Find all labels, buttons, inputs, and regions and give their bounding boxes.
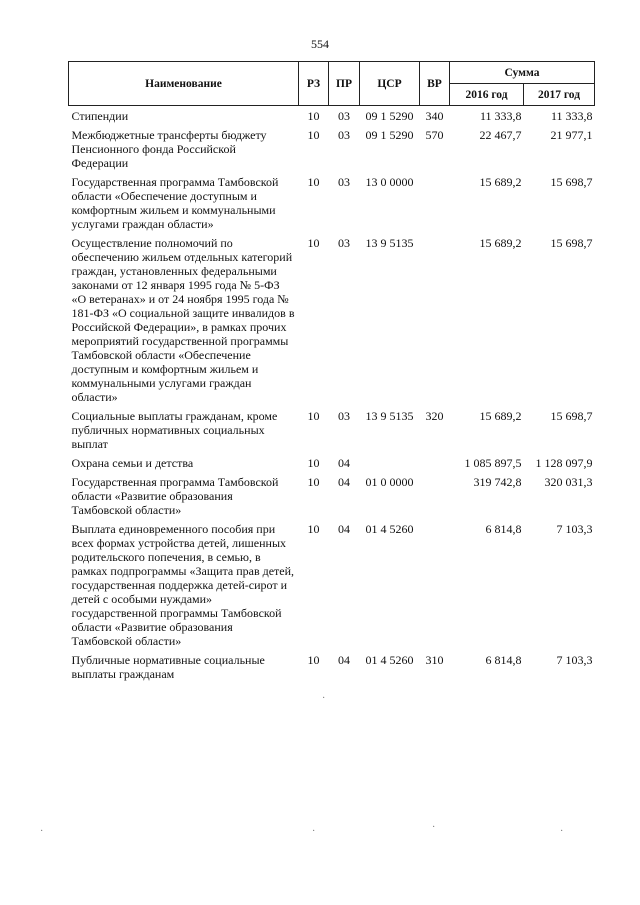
row-rz: 10 <box>307 475 320 489</box>
row-vr <box>420 236 450 409</box>
row-name: Выплата единовременного пособия при всех формах устройства детей, лишенных родительского попечения, в семью, в рамках подпрограммы «Защита прав детей, государственная поддержка детей-сирот и детей с особыми нуждами» государственной программы Тамбовской области «Развитие образования Тамбовской области» <box>71 522 295 648</box>
row-pr: 04 <box>338 475 350 489</box>
table-row <box>69 475 595 522</box>
row-2016: 1 085 897,5 <box>464 456 522 470</box>
row-pr: 04 <box>338 653 350 667</box>
header-pr: ПР <box>329 62 360 106</box>
row-name: Охрана семьи и детства <box>71 456 194 470</box>
table-row <box>69 175 595 236</box>
row-2016: 15 689,2 <box>479 409 522 423</box>
scan-speck: · <box>312 826 316 837</box>
table-row <box>69 106 595 129</box>
table-body <box>69 106 595 687</box>
row-csr: 01 4 5260 <box>365 522 414 536</box>
row-name: Публичные нормативные социальные выплаты гражданам <box>71 653 265 681</box>
row-csr: 13 0 0000 <box>365 175 414 189</box>
row-2016: 11 333,8 <box>479 109 522 123</box>
header-rz: РЗ <box>299 62 329 106</box>
row-rz: 10 <box>307 456 320 470</box>
row-name: Социальные выплаты гражданам, кроме публичных нормативных социальных выплат <box>71 409 278 451</box>
row-2017: 7 103,3 <box>556 522 593 536</box>
page-number: 554 <box>311 37 329 51</box>
header-csr: ЦСР <box>360 62 420 106</box>
row-csr <box>360 456 420 475</box>
table-row <box>69 653 595 686</box>
row-rz: 10 <box>307 653 320 667</box>
row-rz: 10 <box>307 409 320 423</box>
row-2017: 1 128 097,9 <box>535 456 593 470</box>
row-rz: 10 <box>307 236 320 250</box>
table-row <box>69 522 595 653</box>
scan-speck: · <box>40 826 44 837</box>
row-2017: 320 031,3 <box>544 475 593 489</box>
table-header <box>69 62 595 106</box>
row-vr <box>420 456 450 475</box>
row-pr: 04 <box>338 522 350 536</box>
row-pr: 03 <box>338 236 350 250</box>
row-name: Государственная программа Тамбовской области «Обеспечение доступным и комфортным жильем и коммунальными услугами граждан области» <box>71 175 279 231</box>
row-csr: 13 9 5135 <box>365 236 414 250</box>
row-csr: 01 0 0000 <box>365 475 414 489</box>
table-row <box>69 456 595 475</box>
row-csr: 01 4 5260 <box>365 653 414 667</box>
header-2016: 2016 год <box>450 84 524 106</box>
row-2016: 15 689,2 <box>479 175 522 189</box>
row-pr: 03 <box>338 128 350 142</box>
row-vr <box>420 175 450 236</box>
scan-speck: · <box>432 822 436 833</box>
row-csr: 09 1 5290 <box>365 109 414 123</box>
row-pr: 03 <box>338 175 350 189</box>
row-rz: 10 <box>307 522 320 536</box>
row-csr: 09 1 5290 <box>365 128 414 142</box>
table-row <box>69 128 595 175</box>
table-row <box>69 236 595 409</box>
row-rz: 10 <box>307 175 320 189</box>
row-pr: 03 <box>338 109 350 123</box>
row-vr: 310 <box>425 653 444 667</box>
row-vr: 340 <box>425 109 444 123</box>
table-row <box>69 409 595 456</box>
row-2017: 15 698,7 <box>550 409 593 423</box>
scan-speck: · <box>322 693 326 704</box>
row-2017: 21 977,1 <box>550 128 593 142</box>
header-name: Наименование <box>69 62 299 106</box>
row-2016: 319 742,8 <box>473 475 522 489</box>
header-sum: Сумма <box>450 62 595 84</box>
row-pr: 03 <box>338 409 350 423</box>
row-2016: 22 467,7 <box>479 128 522 142</box>
row-rz: 10 <box>307 109 320 123</box>
row-vr <box>420 475 450 522</box>
row-2017: 15 698,7 <box>550 236 593 250</box>
row-2017: 11 333,8 <box>550 109 593 123</box>
row-pr: 04 <box>338 456 350 470</box>
scan-speck: · <box>560 826 564 837</box>
row-csr: 13 9 5135 <box>365 409 414 423</box>
row-2016: 6 814,8 <box>485 522 522 536</box>
row-name: Стипендии <box>71 109 129 123</box>
row-2017: 15 698,7 <box>550 175 593 189</box>
row-rz: 10 <box>307 128 320 142</box>
row-name: Государственная программа Тамбовской области «Развитие образования Тамбовской области» <box>71 475 279 517</box>
row-2016: 6 814,8 <box>485 653 522 667</box>
header-vr: ВР <box>420 62 450 106</box>
row-name: Осуществление полномочий по обеспечению жильем отдельных категорий граждан, установленных федеральными законами от 12 января 1995 года № 5-ФЗ «О ветеранах» и от 24 ноября 1995 года № 181-ФЗ «О социальной защите инвалидов в Российской Федерации», в рамках прочих мероприятий государственной программы Тамбовской области «Обеспечение доступным и комфортным жильем и коммунальными услугами граждан области» <box>71 236 295 404</box>
row-2017: 7 103,3 <box>556 653 593 667</box>
budget-table <box>68 61 595 686</box>
row-vr: 320 <box>425 409 444 423</box>
row-name: Межбюджетные трансферты бюджету Пенсионного фонда Российской Федерации <box>71 128 267 170</box>
row-2016: 15 689,2 <box>479 236 522 250</box>
header-2017: 2017 год <box>524 84 595 106</box>
row-vr <box>420 522 450 653</box>
row-vr: 570 <box>425 128 444 142</box>
